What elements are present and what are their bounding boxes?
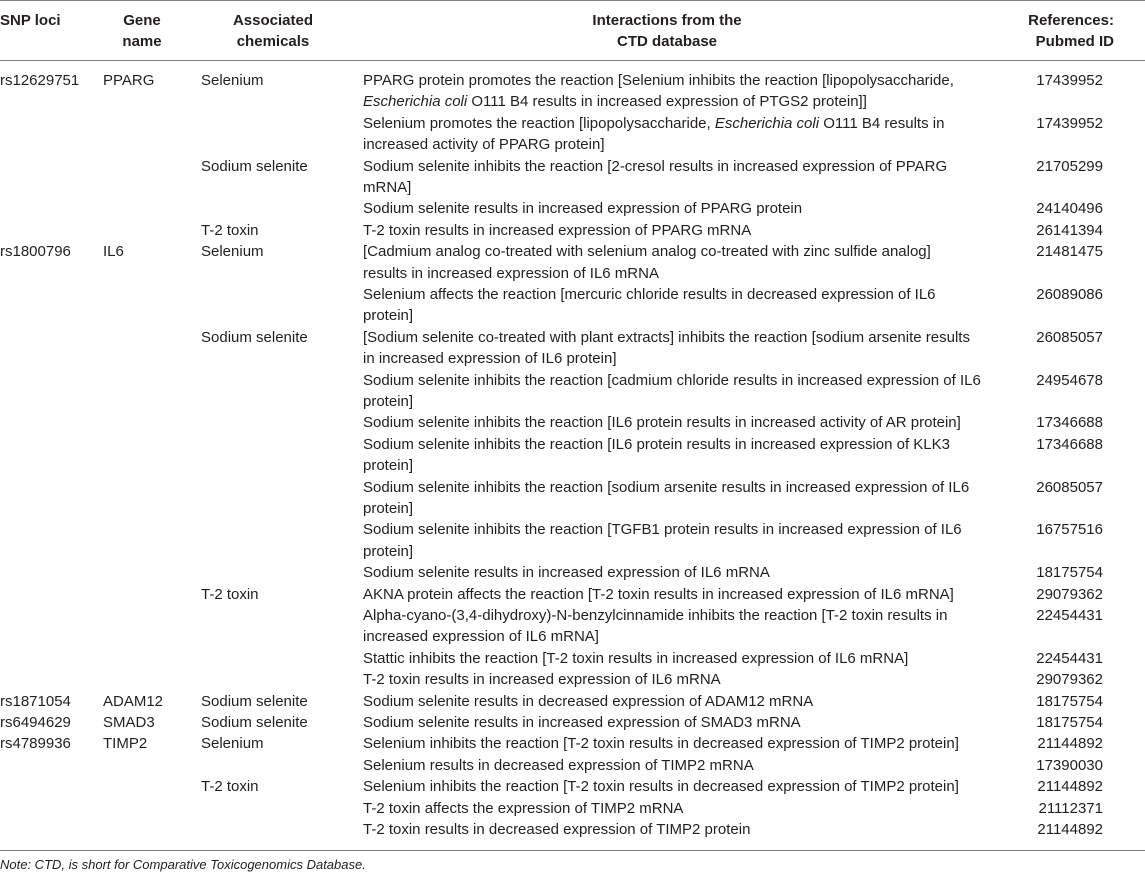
interaction-text: T-2 toxin results in increased expression of PPARG mRNA [363,221,752,239]
pubmed-id-cell: 26085057 [1036,478,1103,496]
bottom-rule [0,850,1145,851]
table-note: Note: CTD, is short for Comparative Toxicogenomics Database. [0,857,366,872]
header-rule [0,60,1145,61]
interaction-text: Selenium promotes the reaction [lipopolysaccharide, Escherichia coli O111 B4 results in [363,114,945,132]
top-rule [0,0,1145,1]
chemical-cell: Selenium [201,243,264,261]
interaction-text: Sodium selenite results in increased expression of PPARG protein [363,200,803,218]
pubmed-id-cell: 21144892 [1037,778,1103,796]
pubmed-id-cell: 18175754 [1036,564,1103,582]
header-gene-line2: name [122,33,162,50]
chemical-cell: T-2 toxin [201,778,259,796]
interaction-text: Sodium selenite inhibits the reaction [TGFB1 protein results in increased expression of IL6 [363,521,962,539]
interaction-text: Sodium selenite results in increased expression of IL6 mRNA [363,564,770,582]
interaction-text: Selenium inhibits the reaction [T-2 toxin results in decreased expression of TIMP2 protein] [363,735,959,753]
interaction-text: T-2 toxin results in increased expression of IL6 mRNA [363,671,721,689]
interaction-text: protein] [363,457,414,475]
chemical-cell: Sodium selenite [201,328,308,346]
pubmed-id-cell: 26141394 [1036,221,1103,239]
header-gene-name [103,10,181,52]
pubmed-id-cell: 24140496 [1036,200,1103,218]
pubmed-id-cell: 17439952 [1036,72,1103,89]
header-snp-line1: SNP loci [0,12,61,29]
header-associated-chemicals [218,10,328,52]
interaction-text: PPARG protein promotes the reaction [Selenium inhibits the reaction [lipopolysaccharide, [363,72,954,89]
snp-loci-cell: rs4789936 [0,735,71,753]
interaction-text: Sodium selenite inhibits the reaction [cadmium chloride results in increased expression of IL6 [363,371,981,389]
snp-loci-cell: rs1871054 [0,692,71,710]
interaction-text: increased expression of IL6 mRNA] [363,628,599,646]
pubmed-id-cell: 17346688 [1036,414,1103,432]
gene-name-cell: IL6 [103,243,124,261]
interaction-text: protein] [363,393,414,410]
interaction-text: Selenium affects the reaction [mercuric chloride results in decreased expression of IL6 [363,286,936,303]
pubmed-id-cell: 21144892 [1037,735,1103,753]
pubmed-id-cell: 18175754 [1036,692,1103,710]
snp-loci-cell: rs6494629 [0,714,71,731]
pubmed-id-cell: 22454431 [1036,649,1103,667]
header-gene-line1: Gene [123,12,161,29]
pubmed-id-cell: 17346688 [1036,435,1103,453]
interaction-text: Alpha-cyano-(3,4-dihydroxy)-N-benzylcinnamide inhibits the reaction [T-2 toxin results in [363,607,948,624]
interaction-text: [Cadmium analog co-treated with selenium analog co-treated with zinc sulfide analog] [363,243,931,261]
interaction-text: increased activity of PPARG protein] [363,136,605,154]
pubmed-id-cell: 21705299 [1036,157,1103,175]
chemical-cell: Sodium selenite [201,714,308,731]
interaction-text: T-2 toxin results in decreased expression of TIMP2 protein [363,821,751,838]
chemical-cell: T-2 toxin [201,221,259,239]
interaction-text: protein] [363,500,414,517]
interaction-text: Sodium selenite results in decreased expression of ADAM12 mRNA [363,692,814,710]
interaction-text: in increased expression of IL6 protein] [363,350,617,368]
header-inter-line2: CTD database [616,33,718,50]
snp-loci-cell: rs12629751 [0,72,80,89]
pubmed-id-cell: 17439952 [1036,114,1103,132]
header-chem-line1: Associated [232,12,314,29]
pubmed-id-cell: 24954678 [1036,371,1103,389]
header-snp-loci [0,10,61,31]
interaction-text: [Sodium selenite co-treated with plant extracts] inhibits the reaction [sodium arsenite results [363,328,970,346]
header-ref-line1: References: [1028,12,1114,29]
pubmed-id-cell: 18175754 [1036,714,1103,731]
interaction-text: Selenium inhibits the reaction [T-2 toxin results in decreased expression of TIMP2 protein] [363,778,959,796]
pubmed-id-cell: 22454431 [1036,607,1103,624]
pubmed-id-cell: 16757516 [1036,521,1103,539]
gene-name-cell: TIMP2 [103,735,148,753]
pubmed-id-cell: 17390030 [1036,756,1103,774]
pubmed-id-cell: 21144892 [1037,821,1103,838]
header-chem-line2: chemicals [236,33,310,50]
interaction-text: Sodium selenite inhibits the reaction [IL6 protein results in increased activity of AR protein] [363,414,961,432]
gene-name-cell: SMAD3 [103,714,155,731]
gene-name-cell: ADAM12 [103,692,164,710]
chemical-cell: Sodium selenite [201,692,308,710]
pubmed-id-cell: 21112371 [1038,799,1103,817]
chemical-cell: Selenium [201,72,264,89]
header-ref-line2: Pubmed ID [1035,33,1114,50]
interaction-text: Escherichia coli O111 B4 results in increased expression of PTGS2 protein]] [363,93,867,111]
interaction-text: Sodium selenite results in increased expression of SMAD3 mRNA [363,714,801,731]
interaction-text: Stattic inhibits the reaction [T-2 toxin results in increased expression of IL6 mRNA] [363,649,909,667]
interaction-text: T-2 toxin affects the expression of TIMP2 mRNA [363,799,684,817]
interaction-text: AKNA protein affects the reaction [T-2 toxin results in increased expression of IL6 mRNA] [363,585,954,603]
header-references [1005,10,1114,52]
chemical-cell: Selenium [201,735,264,753]
interaction-text: Selenium results in decreased expression of TIMP2 mRNA [363,756,754,774]
pubmed-id-cell: 26085057 [1036,328,1103,346]
interaction-text: Sodium selenite inhibits the reaction [sodium arsenite results in increased expression of IL6 [363,478,970,496]
header-interactions [567,10,767,52]
snp-loci-cell: rs1800796 [0,243,71,261]
chemical-cell: T-2 toxin [201,585,259,603]
interaction-text: Sodium selenite inhibits the reaction [2-cresol results in increased expression of PPARG [363,157,948,175]
pubmed-id-cell: 29079362 [1036,671,1103,689]
interaction-text: Sodium selenite inhibits the reaction [IL6 protein results in increased expression of KLK3 [363,435,950,453]
interaction-text: mRNA] [363,179,412,196]
interaction-text: protein] [363,542,414,560]
pubmed-id-cell: 29079362 [1036,585,1103,603]
gene-name-cell: PPARG [103,72,155,89]
header-inter-line1: Interactions from the [592,12,742,29]
pubmed-id-cell: 26089086 [1036,286,1103,303]
chemical-cell: Sodium selenite [201,157,308,175]
pubmed-id-cell: 21481475 [1036,243,1103,261]
interaction-text: results in increased expression of IL6 mRNA [363,264,659,282]
interaction-text: protein] [363,307,414,325]
